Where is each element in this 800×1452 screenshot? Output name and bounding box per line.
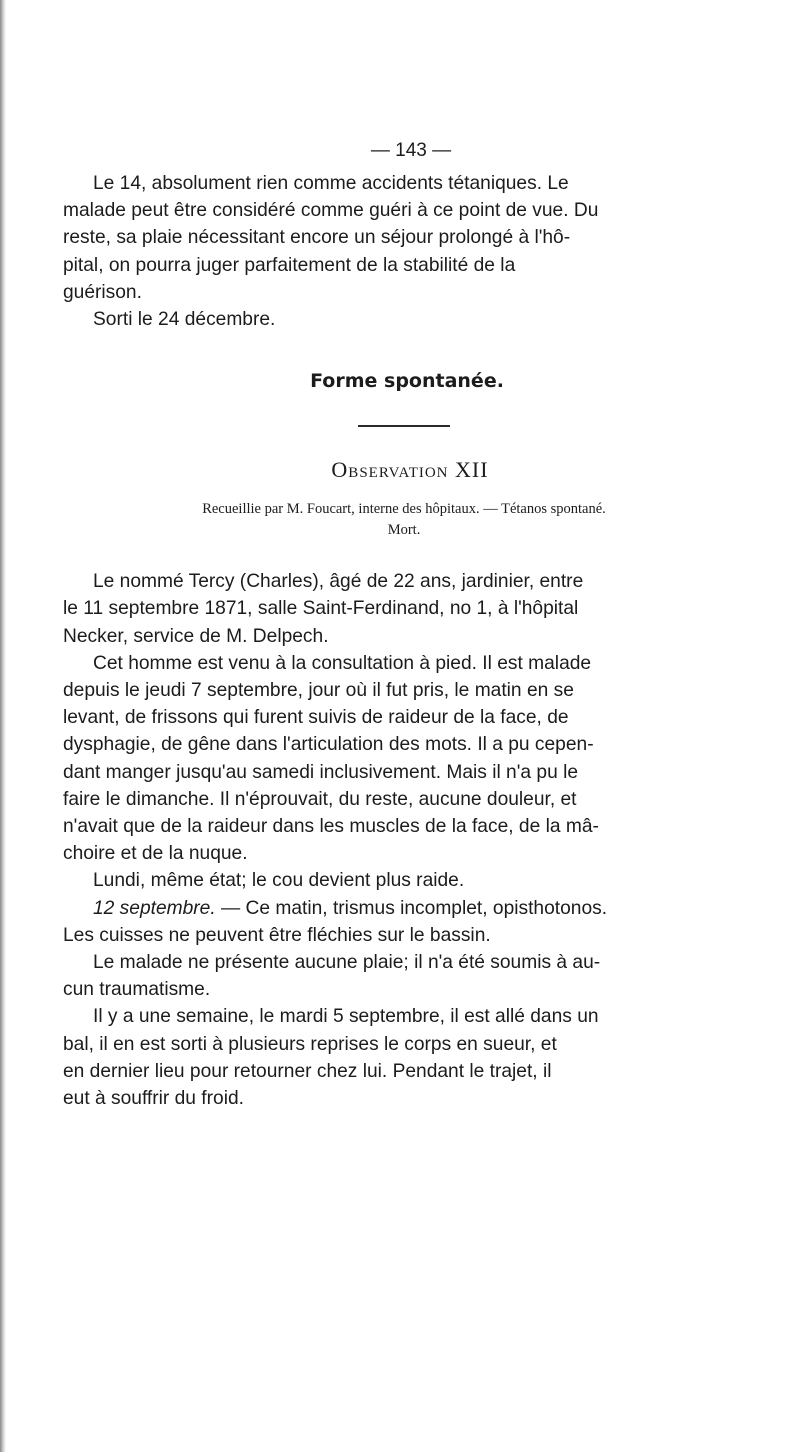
text-line: Les cuisses ne peuvent être fléchies sur le bassin.	[63, 924, 491, 946]
text-line: dysphagie, de gêne dans l'articulation des mots. Il a pu cepen-	[63, 734, 594, 756]
text-line: le 11 septembre 1871, salle Saint-Ferdinand, no 1, à l'hôpital	[63, 598, 579, 620]
intro-paragraph	[63, 170, 745, 306]
paragraph-6	[63, 1003, 745, 1112]
date-label: 12 septembre.	[93, 897, 216, 919]
observation-note-line: Recueillie par M. Foucart, interne des hôpitaux. — Tétanos spontané.	[202, 501, 606, 518]
intro-line: guérison.	[63, 281, 142, 303]
observation-note	[63, 499, 745, 541]
text-line: en dernier lieu pour retourner chez lui. Pendant le trajet, il	[63, 1060, 552, 1082]
text-line: depuis le jeudi 7 septembre, jour où il fut pris, le matin en se	[63, 680, 574, 702]
observation-note-line: Mort.	[387, 522, 421, 539]
intro-line: Le 14, absolument rien comme accidents tétaniques. Le	[93, 173, 569, 194]
intro-line: malade peut être considéré comme guéri à ce point de vue. Du	[63, 200, 599, 222]
text-line	[63, 895, 745, 922]
text-line: Il y a une semaine, le mardi 5 septembre, il est allé dans un	[93, 1006, 599, 1028]
text-line: Necker, service de M. Delpech.	[63, 625, 329, 647]
text-line: cun traumatisme.	[63, 979, 211, 1001]
text-line: n'avait que de la raideur dans les muscles de la face, de la mâ-	[63, 816, 599, 838]
text-line: faire le dimanche. Il n'éprouvait, du reste, aucune douleur, et	[63, 788, 577, 810]
text-line: Le nommé Tercy (Charles), âgé de 22 ans, jardinier, entre	[93, 571, 584, 593]
section-divider	[358, 425, 450, 427]
discharge-line: Sorti le 24 décembre.	[93, 309, 276, 331]
book-page	[63, 140, 745, 1112]
page-binding-edge	[0, 0, 6, 1452]
text-line: Cet homme est venu à la consultation à pied. Il est malade	[93, 652, 592, 674]
text-line: eut à souffrir du froid.	[63, 1088, 244, 1110]
paragraph-3	[63, 867, 745, 894]
text-span: — Ce matin, trismus incomplet, opisthotonos.	[215, 897, 608, 919]
text-line: dant manger jusqu'au samedi inclusivement. Mais il n'a pu le	[63, 761, 578, 783]
text-line: Le malade ne présente aucune plaie; il n'a été soumis à au-	[93, 952, 601, 974]
intro-line: pital, on pourra juger parfaitement de la stabilité de la	[63, 254, 516, 276]
paragraph-1	[63, 568, 745, 650]
observation-body	[63, 568, 745, 1112]
text-line: bal, il en est sorti à plusieurs reprises le corps en sueur, et	[63, 1033, 557, 1055]
text-line: levant, de frissons qui furent suivis de raideur de la face, de	[63, 707, 569, 729]
page-number: — 143 —	[370, 140, 452, 161]
paragraph-4	[63, 895, 745, 949]
intro-line: reste, sa plaie nécessitant encore un séjour prolongé à l'hô-	[63, 227, 571, 249]
observation-title: Observation XII	[331, 457, 489, 483]
section-heading: Forme spontanée.	[310, 370, 504, 393]
paragraph-2	[63, 650, 745, 868]
paragraph-5	[63, 949, 745, 1003]
text-line: Lundi, même état; le cou devient plus raide.	[93, 870, 465, 892]
text-line: choire et de la nuque.	[63, 843, 248, 865]
